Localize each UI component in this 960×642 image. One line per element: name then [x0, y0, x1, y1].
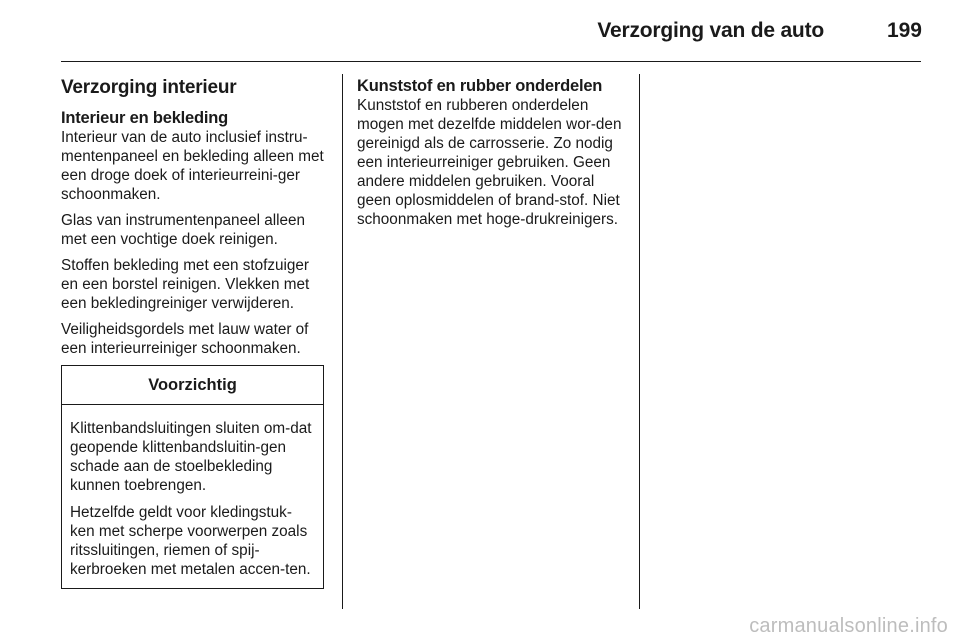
caution-paragraph: Hetzelfde geldt voor kledingstuk-ken met scherpe voorwerpen zoals ritssluitingen, riemen of spij-kerbroeken met metalen accen-ten.: [70, 504, 311, 578]
header-title: Verzorging van de auto: [597, 19, 824, 42]
caution-title: Voorzichtig: [62, 366, 323, 405]
paragraph: Stoffen bekleding met een stofzuiger en een borstel reinigen. Vlekken met een bekledingreiniger verwijderen.: [61, 257, 310, 312]
caution-paragraph: Klittenbandsluitingen sluiten om-dat geopende klittenbandsluitin-gen schade aan de stoelbekleding kunnen toebrengen.: [70, 420, 312, 494]
caution-body: [62, 405, 323, 588]
subsection-title-plastic: Kunststof en rubber onderdelen: [357, 77, 603, 95]
column-divider: [342, 74, 343, 609]
caution-box: [61, 365, 324, 589]
subsection-title-interior: Interieur en bekleding: [61, 109, 229, 127]
paragraph: Interieur van de auto inclusief instru-mentenpaneel en bekleding alleen met een droge doek of interieurreini-ger schoonmaken.: [61, 129, 324, 203]
paragraph: Veiligheidsgordels met lauw water of een interieurreiniger schoonmaken.: [61, 321, 309, 357]
watermark: carmanualsonline.info: [749, 615, 948, 637]
header-rule: [61, 61, 921, 62]
column-divider: [639, 74, 640, 609]
paragraph: Glas van instrumentenpaneel alleen met een vochtige doek reinigen.: [61, 212, 306, 248]
left-column: [61, 77, 329, 589]
middle-column: [357, 77, 629, 236]
section-title: Verzorging interieur: [61, 77, 237, 98]
paragraph: Kunststof en rubberen onderdelen mogen met dezelfde middelen wor-den gereinigd als de carrosserie. Zo nodig een interieurreiniger gebruiken. Geen andere middelen gebruiken. Vooral geen oplosmiddelen of brand-stof. Niet schoonmaken met hoge-drukreinigers.: [357, 97, 622, 228]
page-number: 199: [886, 19, 922, 42]
